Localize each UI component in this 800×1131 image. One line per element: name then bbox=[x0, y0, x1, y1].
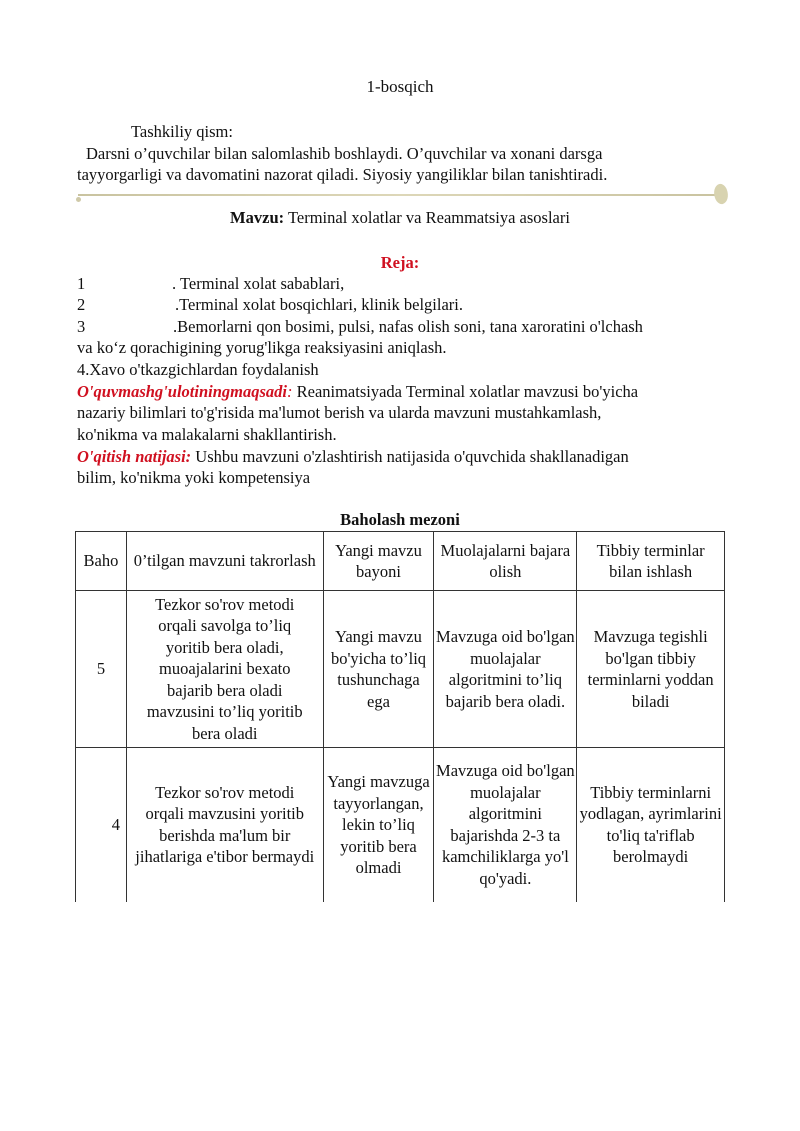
decorative-divider bbox=[78, 194, 724, 196]
plan-item-2-text: .Terminal xolat bosqichlari, klinik belgilari. bbox=[175, 295, 463, 314]
grade-cell: 5 bbox=[76, 591, 127, 748]
grade-cell: 4 bbox=[76, 748, 127, 902]
topic-line bbox=[0, 208, 800, 228]
new-topic-cell: Yangi mavzu bo'yicha to’liq tushunchaga ega bbox=[323, 591, 434, 748]
org-section-title: Tashkiliy qism: bbox=[131, 122, 233, 141]
plan-item-1-number: 1 bbox=[77, 274, 86, 293]
header-cell-procedures: Muolajalarni bajara olish bbox=[434, 532, 577, 591]
table-row bbox=[76, 748, 725, 902]
result-text-1: Ushbu mavzuni o'zlashtirish natijasida o'quvchida shakllanadigan bbox=[191, 447, 629, 466]
review-cell: Tezkor so'rov metodi orqali mavzusini yoritib berishda ma'lum bir jihatlariga e'tibor bermaydi bbox=[126, 748, 323, 902]
org-text-line-1: Darsni o’quvchilar bilan salomlashib boshlaydi. O’quvchilar va xonani darsga bbox=[86, 144, 603, 163]
procedures-cell: Mavzuga oid bo'lgan muolajalar algoritmini bajarishda 2-3 ta kamchiliklarga yo'l qo'yadi. bbox=[434, 748, 577, 902]
plan-item-3-text: .Bemorlarni qon bosimi, pulsi, nafas olish soni, tana xaroratini o'lchash bbox=[173, 317, 643, 336]
plan-item-3-number: 3 bbox=[77, 317, 86, 336]
header-cell-new-topic: Yangi mavzu bayoni bbox=[323, 532, 434, 591]
org-text-line-2: tayyorgarligi va davomatini nazorat qiladi. Siyosiy yangiliklar bilan tanishtiradi. bbox=[77, 165, 608, 184]
plan-item-4: 4.Xavo o'tkazgichlardan foydalanish bbox=[77, 360, 319, 379]
terminology-cell: Tibbiy terminlarni yodlagan, ayrimlarini to'liq ta'riflab berolmaydi bbox=[577, 748, 725, 902]
header-cell-terminology: Tibbiy terminlar bilan ishlash bbox=[577, 532, 725, 591]
topic-label: Mavzu: bbox=[230, 208, 285, 227]
procedures-cell: Mavzuga oid bo'lgan muolajalar algoritmini to’liq bajarib bera oladi. bbox=[434, 591, 577, 748]
plan-title: Reja: bbox=[380, 253, 420, 272]
grading-table bbox=[75, 531, 725, 902]
stage-title: 1-bosqich bbox=[366, 77, 434, 96]
header-cell-grade: Baho bbox=[76, 532, 127, 591]
goal-text-1: Reanimatsiyada Terminal xolatlar mavzusi bo'yicha bbox=[292, 382, 639, 401]
goal-line-1 bbox=[77, 382, 638, 402]
table-row bbox=[76, 591, 725, 748]
new-topic-cell: Yangi mavzuga tayyorlangan, lekin to’liq yoritib bera olmadi bbox=[323, 748, 434, 902]
review-cell: Tezkor so'rov metodi orqali savolga to’liq yoritib bera oladi, muoajalarini bexato bajarib bera oladi mavzusini to’liq yoritib bera oladi bbox=[126, 591, 323, 748]
goal-line-3: ko'nikma va malakalarni shakllantirish. bbox=[77, 425, 337, 444]
dot-ornament-icon bbox=[76, 197, 81, 202]
plan-item-1-text: . Terminal xolat sabablari, bbox=[172, 274, 345, 293]
goal-colon: : bbox=[286, 382, 293, 401]
header-cell-review: 0’tilgan mavzuni takrorlash bbox=[126, 532, 323, 591]
goal-label: O'quvmashg'ulotiningmaqsadi bbox=[77, 382, 287, 401]
plan-item-2-number: 2 bbox=[77, 295, 86, 314]
result-line-2: bilim, ko'nikma yoki kompetensiya bbox=[77, 468, 311, 487]
topic-text: Terminal xolatlar va Reammatsiya asoslari bbox=[284, 208, 570, 227]
result-label: O'qitish natijasi: bbox=[77, 447, 192, 466]
terminology-cell: Mavzuga tegishli bo'lgan tibbiy terminlarni yoddan biladi bbox=[577, 591, 725, 748]
result-line-1 bbox=[77, 447, 629, 467]
table-title: Baholash mezoni bbox=[340, 510, 460, 529]
plan-item-3-continuation: va ko‘z qorachigining yorug'likga reaksiyasini aniqlash. bbox=[77, 338, 447, 357]
table-header-row bbox=[76, 532, 725, 591]
goal-line-2: nazariy bilimlari to'g'risida ma'lumot berish va ularda mavzuni mustahkamlash, bbox=[77, 403, 602, 422]
leaf-ornament-icon bbox=[711, 182, 731, 206]
